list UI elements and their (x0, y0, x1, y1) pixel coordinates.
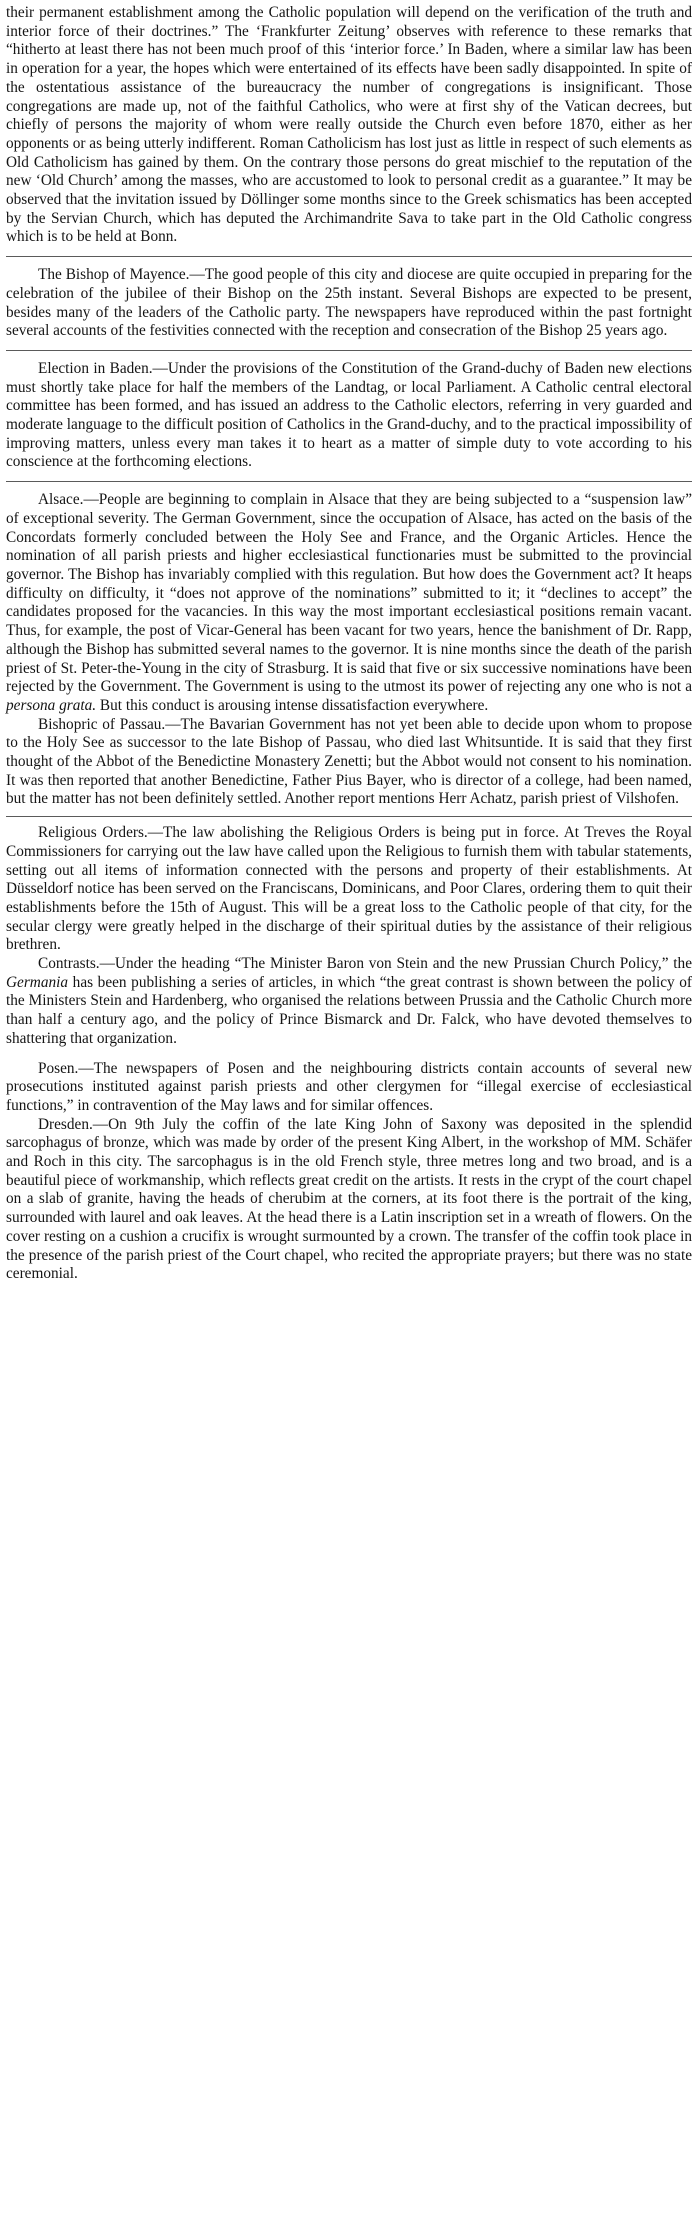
alsace-text-end: But this conduct is arousing intense dissatisfaction everywhere. (96, 696, 489, 714)
contrasts-text-end: has been publishing a series of articles, in which “the great contrast is shown between the policy of the Ministers Stein and Hardenberg, who organised the relations between Prussia and the Catholic Church more than half a century ago, and the policy of Prince Bismarck and Dr. Falck, who have devoted themselves to shattering that organization. (6, 973, 692, 1047)
section-divider (6, 816, 692, 817)
section-divider (6, 350, 692, 351)
contrasts-italic-title: Germania (6, 973, 69, 991)
alsace-text: Alsace.—People are beginning to complain in Alsace that they are being subjected to a “suspension law” of exceptional severity. The German Government, since the occupation of Alsace, has acted on the basis of the Concordats formerly concluded between the Holy See and France, and the Organic Articles. Hence the nomination of all parish priests and higher ecclesiastical functionaries must be submitted to the provincial governor. The Bishop has invariably complied with this regulation. But how does the Government act? It heaps difficulty on difficulty, it “does not approve of the nominations” submitted to it; it “declines to accept” the candidates proposed for the vacancies. In this way the most important ecclesiastical positions remain vacant. Thus, for example, the post of Vicar-General has been vacant for two years, hence the banishment of Dr. Rapp, although the Bishop has submitted several names to the governor. It is nine months since the death of the parish priest of St. Peter-the-Young in the city of Strasburg. It is said that five or six successive nominations have been rejected by the Government. The Government is using to the utmost its power of rejecting any one who is not a (6, 491, 692, 696)
alsace-italic-phrase: persona grata. (6, 696, 97, 714)
paragraph-election-in-baden: Election in Baden.—Under the provisions of the Constitution of the Grand-duchy of Baden new elections must shortly take place for half the members of the Landtag, or local Parliament. A Catholic central electoral committee has been formed, and has issued an address to the Catholic electors, referring in very guarded and moderate language to the difficult position of Catholics in the Grand-duchy, and to the practical impossibility of improving matters, unless every man takes it to heart as a matter of simple duty to vote according to his conscience at the forthcoming elections. (6, 359, 692, 471)
paragraph-bishop-of-mayence: The Bishop of Mayence.—The good people of this city and diocese are quite occupied in preparing for the celebration of the jubilee of their Bishop on the 25th instant. Several Bishops are expected to be present, besides many of the leaders of the Catholic party. The newspapers have reproduced within the past fortnight several accounts of the festivities connected with the reception and consecration of the Bishop 25 years ago. (6, 266, 692, 340)
paragraph-posen: Posen.—The newspapers of Posen and the neighbouring districts contain accounts of several new prosecutions instituted against parish priests and other clergymen for “illegal exercise of ecclesiastical functions,” in contravention of the May laws and for similar offences. (6, 1059, 692, 1114)
contrasts-text: Contrasts.—Under the heading “The Minister Baron von Stein and the new Prussian Church Policy,” the (38, 955, 692, 973)
paragraph-old-catholic-continuation: their permanent establishment among the Catholic population will depend on the verification of the truth and interior force of their doctrines.” The ‘Frankfurter Zeitung’ observes with reference to these remarks that “hitherto at least there has not been much proof of this ‘interior force.’ In Baden, where a similar law has been in operation for a year, the hopes which were entertained of its effects have been sadly disappointed. In spite of the ostentatious assistance of the bureaucracy the number of congregations is insignificant. Those congregations are made up, not of the faithful Catholics, who were at first shy of the Vatican decrees, but chiefly of persons the majority of whom were really outside the Church even before 1870, either as her opponents or as being utterly indifferent. Roman Catholicism has lost just as little in respect of such elements as Old Catholicism has gained by them. On the contrary those persons do great mischief to the reputation of the new ‘Old Church’ among the masses, who are accustomed to look to personal credit as a guarantee.” It may be observed that the invitation issued by Döllinger some months since to the Greek schismatics has been accepted by the Servian Church, which has deputed the Archimandrite Sava to take part in the Old Catholic congress which is to be held at Bonn. (6, 4, 692, 246)
paragraph-contrasts (6, 955, 692, 1049)
paragraph-religious-orders: Religious Orders.—The law abolishing the Religious Orders is being put in force. At Treves the Royal Commissioners for carrying out the law have called upon the Religious to furnish them with tabular statements, setting out all items of information connected with the persons and property of their establishments. At Düsseldorf notice has been served on the Franciscans, Dominicans, and Poor Clares, ordering them to quit their establishments before the 15th of August. This will be a great loss to the Catholic people of that city, for the secular clergy were greatly helped in the discharge of their spiritual duties by the assistance of their religious brethren. (6, 824, 692, 954)
section-divider (6, 481, 692, 482)
paragraph-bishopric-of-passau: Bishopric of Passau.—The Bavarian Government has not yet been able to decide upon whom to propose to the Holy See as successor to the late Bishop of Passau, who died last Whitsuntide. It is said that they first thought of the Abbot of the Benedictine Monastery Zenetti; but the Abbot would not consent to his nomination. It was then reported that another Benedictine, Father Pius Bayer, who is director of a college, had been named, but the matter has not been definitely settled. Another report mentions Herr Achatz, parish priest of Vilshofen. (6, 715, 692, 808)
paragraph-alsace (6, 491, 692, 715)
section-divider (6, 256, 692, 257)
paragraph-dresden: Dresden.—On 9th July the coffin of the late King John of Saxony was deposited in the splendid sarcophagus of bronze, which was made by order of the present King Albert, in the workshop of MM. Schäfer and Roch in this city. The sarcophagus is in the old French style, three metres long and two broad, and is a beautiful piece of workmanship, which reflects great credit on the artists. It rests in the crypt of the court chapel on a slab of granite, having the heads of cherubim at the corners, at its foot there is the portrait of the king, surrounded with laurel and oak leaves. At the head there is a Latin inscription set in a wreath of flowers. On the cover resting on a cushion a crucifix is wrought surmounted by a crown. The transfer of the coffin took place in the presence of the parish priest of the Court chapel, who recited the appropriate prayers; but there was no state ceremonial. (6, 1115, 692, 1283)
